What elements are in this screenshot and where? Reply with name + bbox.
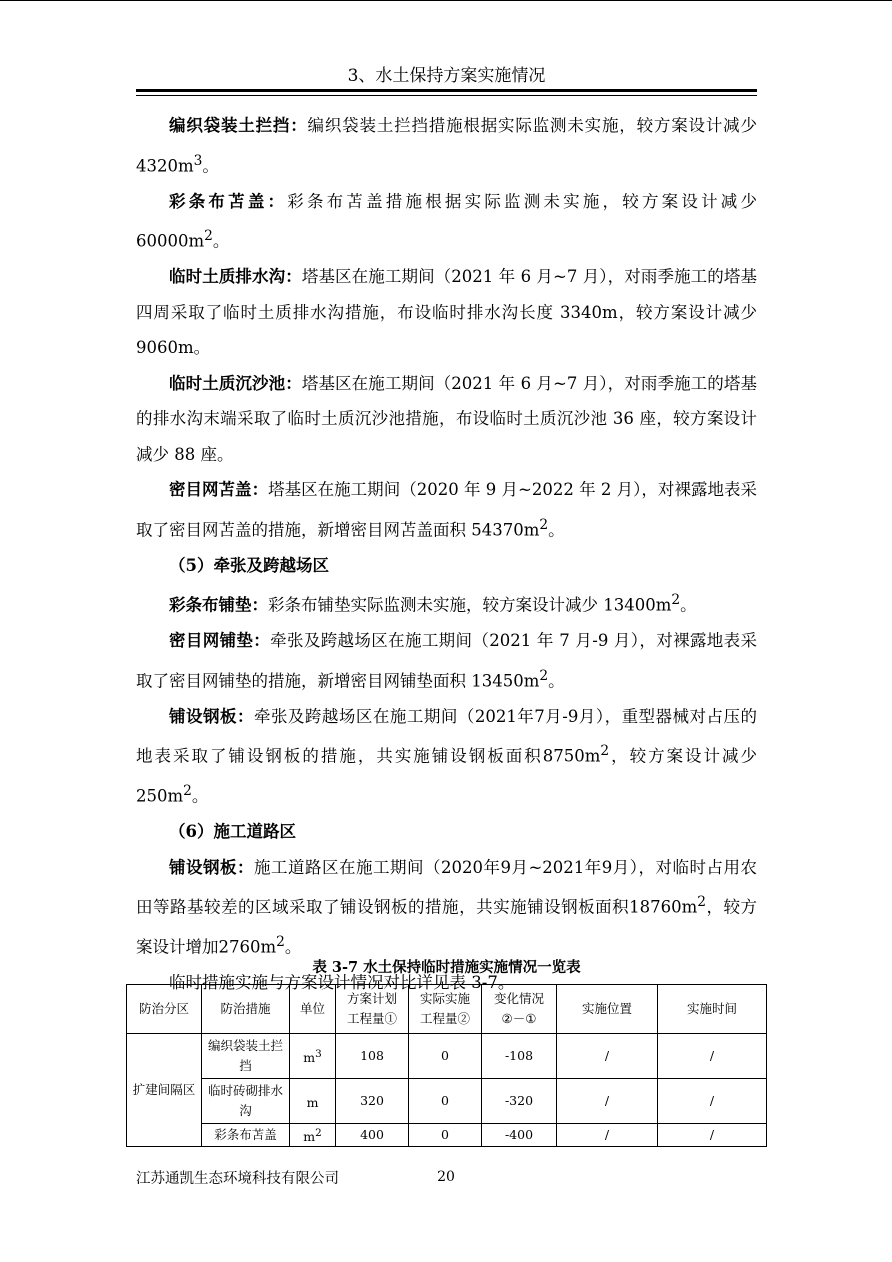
location-cell: / [557, 1079, 658, 1124]
time-cell: / [658, 1034, 767, 1079]
time-cell: / [658, 1079, 767, 1124]
table-header-row [127, 985, 767, 1034]
unit-cell: m [290, 1079, 336, 1124]
measure-cell: 临时砖砌排水沟 [202, 1079, 290, 1124]
section-heading-5: （5）牵张及跨越场区 [169, 555, 329, 575]
change-cell: -108 [482, 1034, 557, 1079]
location-cell: / [557, 1124, 658, 1147]
paragraph-summary: 临时措施实施与方案设计情况对比详见表 3-7。 [169, 973, 515, 992]
plan-cell: 108 [336, 1034, 409, 1079]
header-measure: 防治措施 [202, 985, 290, 1034]
change-cell: -320 [482, 1079, 557, 1124]
table-row [127, 1079, 767, 1124]
paragraph-mesh-pad: 密目网铺垫：牵张及跨越场区在施工期间（2021 年 7 月-9 月），对裸露地表采取了密目网铺垫的措施，新增密目网铺垫面积 $13450m^2$。 [136, 631, 758, 690]
paragraph-steel-plate-road: 铺设钢板：施工道路区在施工期间（2020年9月~2021年9月），对临时占用农田等路基较差的区域采取了铺设钢板的措施，共实施铺设钢板面积$18760m^2$，较方案设计增加$2760m^2$。 [136, 857, 758, 957]
unit-cell: $m^2$ [290, 1124, 336, 1147]
paragraph-sedimentation-tank: 临时土质沉沙池：塔基区在施工期间（2021 年 6 月~7 月），对雨季施工的塔基的排水沟末端采取了临时土质沉沙池措施，布设临时土质沉沙池 36 座，较方案设计减少 88 座。 [136, 373, 758, 464]
actual-cell: 0 [409, 1079, 482, 1124]
section-heading-6: （6）施工道路区 [169, 822, 296, 841]
unit-cell: $m^3$ [290, 1034, 336, 1079]
paragraph-tarp-pad: 彩条布铺垫：彩条布铺垫实际监测未实施，较方案设计减少 $13400m^2$。 [169, 592, 697, 615]
actual-cell: 0 [409, 1124, 482, 1147]
paragraph-mesh-cover: 密目网苫盖：塔基区在施工期间（2020 年 9 月~2022 年 2 月），对裸露地表采取了密目网苫盖的措施，新增密目网苫盖面积 $54370m^2$。 [136, 480, 757, 539]
page-header: 3、水土保持方案实施情况 [347, 66, 546, 86]
header-plan: 方案计划 工程量① [336, 985, 409, 1034]
footer-company: 江苏通凯生态环境科技有限公司 [136, 1171, 339, 1187]
paragraph-steel-plate-tension: 铺设钢板：牵张及跨越场区在施工期间（2021年7月-9月），重型器械对占压的地表采取了铺设钢板的措施，共实施铺设钢板面积$8750m^2$，较方案设计减少 $250m^2$。 [136, 706, 758, 806]
plan-cell: 320 [336, 1079, 409, 1124]
header-actual: 实际实施 工程量② [409, 985, 482, 1034]
table-caption: 表 3-7 水土保持临时措施实施情况一览表 [312, 959, 581, 976]
paragraph-drainage-ditch: 临时土质排水沟：塔基区在施工期间（2021 年 6 月~7 月），对雨季施工的塔基四周采取了临时土质排水沟措施，布设临时排水沟长度 3340m，较方案设计减少 9060m。 [136, 267, 758, 357]
top-border [0, 0, 892, 1]
body-text [136, 108, 757, 1001]
zone-cell: 扩建间隔区 [127, 1034, 202, 1147]
actual-cell: 0 [409, 1034, 482, 1079]
table-row [127, 1124, 767, 1147]
header-rule-thick [136, 89, 757, 92]
header-location: 实施位置 [557, 985, 658, 1034]
change-cell: -400 [482, 1124, 557, 1147]
paragraph-woven-bag-barrier: 编织袋装土拦挡：编织袋装土拦挡措施根据实际监测未实施，较方案设计减少 $4320m^3$。 [136, 116, 758, 175]
paragraph-tarp-cover: 彩条布苫盖：彩条布苫盖措施根据实际监测未实施，较方案设计减少 $60000m^2$。 [136, 191, 758, 251]
header-rule-thin [136, 95, 757, 96]
measure-cell: 彩条布苫盖 [202, 1124, 290, 1147]
time-cell: / [658, 1124, 767, 1147]
header-unit: 单位 [290, 985, 336, 1034]
location-cell: / [557, 1034, 658, 1079]
header-zone: 防治分区 [127, 985, 202, 1034]
header-time: 实施时间 [658, 985, 767, 1034]
plan-cell: 400 [336, 1124, 409, 1147]
table-row [127, 1034, 767, 1079]
measure-cell: 编织袋装土拦挡 [202, 1034, 290, 1079]
page-number: 20 [437, 1169, 455, 1185]
header-change: 变化情况 ②－① [482, 985, 557, 1034]
measures-table [126, 984, 767, 1147]
